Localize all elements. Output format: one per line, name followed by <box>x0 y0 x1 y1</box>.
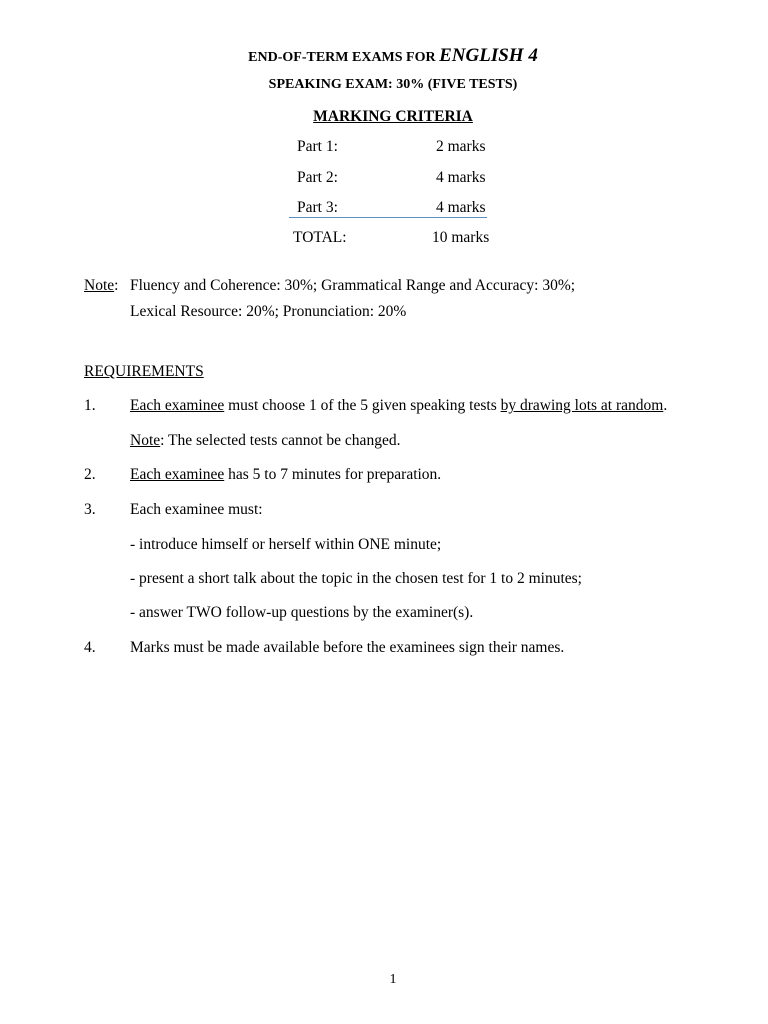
title-subject: ENGLISH 4 <box>439 45 538 66</box>
document-subtitle: SPEAKING EXAM: 30% (FIVE TESTS) <box>268 77 518 92</box>
req-2-body: has 5 to 7 minutes for preparation. <box>224 466 442 483</box>
title-prefix: END-OF-TERM EXAMS FOR <box>248 50 436 65</box>
req-3-subitem-1: - introduce himself or herself within ONE minute; <box>130 536 442 553</box>
req-2-text <box>130 466 441 484</box>
total-label: TOTAL: <box>293 229 347 246</box>
req-4-text: Marks must be made available before the examinees sign their names. <box>130 639 565 656</box>
requirements-heading: REQUIREMENTS <box>84 363 204 380</box>
req-1-period: . <box>663 397 668 414</box>
req-2-subject: Each examinee <box>130 466 225 483</box>
req-1-number: 1. <box>84 397 96 414</box>
note-label: Note <box>84 277 115 294</box>
req-2-number: 2. <box>84 466 96 483</box>
page-number: 1 <box>389 972 397 987</box>
note-colon: : <box>114 277 119 294</box>
total-marks: 10 marks <box>432 229 490 246</box>
note-label-wrap <box>84 277 118 295</box>
req-3-subitem-3: - answer TWO follow-up questions by the examiner(s). <box>130 604 474 621</box>
criteria-part-2-label: Part 2: <box>297 169 338 186</box>
req-4-number: 4. <box>84 639 96 656</box>
note-line-2: Lexical Resource: 20%; Pronunciation: 20% <box>130 303 407 320</box>
req-3-number: 3. <box>84 501 96 518</box>
marking-criteria-heading: MARKING CRITERIA <box>313 108 473 125</box>
req-1-body: must choose 1 of the 5 given speaking tests <box>224 397 501 414</box>
req-1-method: by drawing lots at random <box>500 397 664 414</box>
req-3-text: Each examinee must: <box>130 501 263 518</box>
note-line-1: Fluency and Coherence: 30%; Grammatical Range and Accuracy: 30%; <box>130 277 576 294</box>
criteria-part-1-label: Part 1: <box>297 138 338 155</box>
req-1-text <box>130 397 667 415</box>
req-3-subitem-2: - present a short talk about the topic in the chosen test for 1 to 2 minutes; <box>130 570 582 587</box>
criteria-part-3-label: Part 3: <box>297 199 338 216</box>
criteria-part-2-marks: 4 marks <box>436 169 486 186</box>
req-1-note-label: Note <box>130 432 161 449</box>
criteria-part-3-marks: 4 marks <box>436 199 486 216</box>
req-1-note-text: : The selected tests cannot be changed. <box>160 432 401 449</box>
document-title <box>0 45 768 67</box>
req-1-note <box>130 432 400 450</box>
req-1-subject: Each examinee <box>130 397 225 414</box>
total-divider-line <box>289 217 487 218</box>
criteria-part-1-marks: 2 marks <box>436 138 486 155</box>
